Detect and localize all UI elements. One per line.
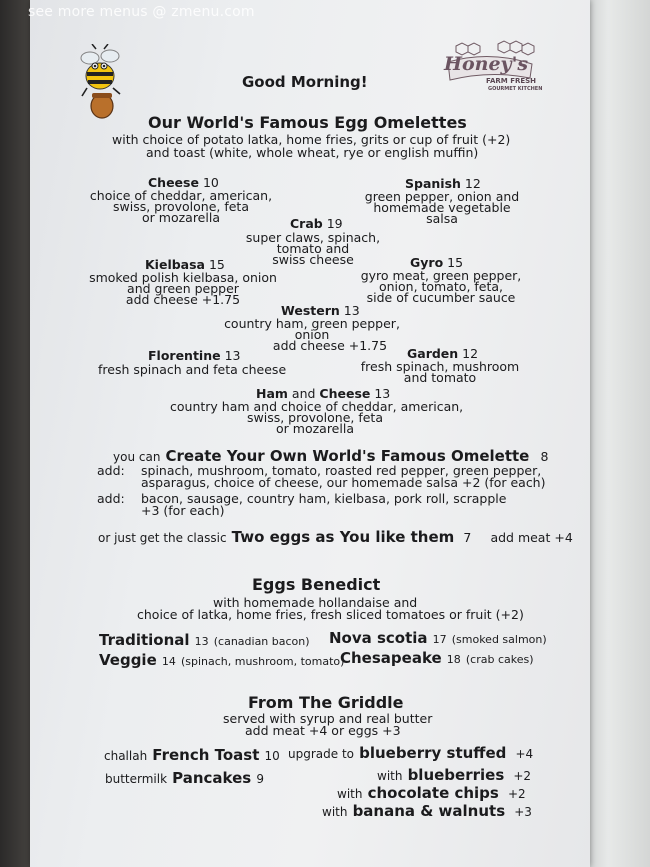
benedict-item-desc: (spinach, mushroom, tomato) xyxy=(180,655,345,668)
garden-name: Garden xyxy=(407,346,459,361)
upgrade-chocolate-chips xyxy=(337,783,526,802)
upgrade-name: chocolate chips xyxy=(367,784,499,802)
crab-desc-line: swiss cheese xyxy=(272,252,354,267)
florentine-name: Florentine xyxy=(148,348,221,363)
upgrade-prefix: upgrade to xyxy=(288,747,354,761)
create-own-title: Create Your Own World's Famous Omelette xyxy=(165,447,530,465)
benedict-item-price: 14 xyxy=(161,655,176,668)
pancakes-item xyxy=(105,768,264,787)
classic-prefix: or just get the classic xyxy=(98,531,227,545)
western-desc xyxy=(224,318,400,351)
benedict-item-name: Nova scotia xyxy=(329,629,428,647)
create-own-price: 8 xyxy=(540,449,549,464)
benedict-item-name: Traditional xyxy=(99,631,190,649)
garden-desc-line: fresh spinach, mushroom xyxy=(360,359,520,374)
spanish-desc-line: homemade vegetable xyxy=(373,200,511,215)
florentine-price: 13 xyxy=(224,348,241,363)
ham-cheese-desc-line: or mozarella xyxy=(276,421,354,436)
add-list-1-line2: asparagus, choice of cheese, our homemade salsa +2 (for each) xyxy=(141,475,546,490)
classic-line xyxy=(98,527,573,546)
benedict-item-price: 13 xyxy=(194,635,209,648)
benedict-item-name: Veggie xyxy=(99,651,157,669)
kielbasa-name: Kielbasa xyxy=(145,257,205,272)
upgrade-price: +2 xyxy=(513,769,532,783)
ham-cheese-and: and xyxy=(291,386,316,401)
spanish-name: Spanish xyxy=(405,176,461,191)
benedict-item-price: 18 xyxy=(446,653,461,666)
kielbasa-desc-line: add cheese +1.75 xyxy=(125,292,241,307)
cheese-desc-line: choice of cheddar, american, xyxy=(89,188,273,203)
benedict-item-price: 17 xyxy=(432,633,447,646)
gyro-price: 15 xyxy=(447,255,464,270)
gyro-desc-line: side of cucumber sauce xyxy=(366,290,516,305)
ham-cheese-desc xyxy=(170,399,464,436)
watermark: see more menus @ zmenu.com xyxy=(28,4,255,20)
kielbasa-price: 15 xyxy=(208,257,225,272)
upgrade-prefix: with xyxy=(337,787,363,801)
pancakes-name: Pancakes xyxy=(172,769,252,787)
kielbasa-desc-line: smoked polish kielbasa, onion xyxy=(89,270,277,285)
pancakes-prefix: buttermilk xyxy=(105,772,168,786)
gyro-name: Gyro xyxy=(410,255,444,270)
ham-cheese-desc-line: country ham and choice of cheddar, american, xyxy=(170,399,464,414)
crab-item xyxy=(290,216,343,231)
crab-desc-line: tomato and xyxy=(276,241,350,256)
add-label-2: add: xyxy=(97,491,125,506)
upgrade-name: banana & walnuts xyxy=(352,802,506,820)
honeys-logo xyxy=(442,40,543,98)
upgrade-name: blueberry stuffed xyxy=(359,744,507,762)
spanish-price: 12 xyxy=(464,176,481,191)
french-toast-name: French Toast xyxy=(152,746,260,764)
cheese-price: 10 xyxy=(202,175,219,190)
western-name: Western xyxy=(281,303,340,318)
logo-line1: FARM FRESH xyxy=(486,77,537,85)
upgrade-price: +3 xyxy=(514,805,532,819)
western-price: 13 xyxy=(343,303,360,318)
benedict-item-desc: (crab cakes) xyxy=(465,653,534,666)
upgrade-blueberry-stuffed xyxy=(288,743,533,762)
crab-desc xyxy=(240,232,386,265)
griddle-title: From The Griddle xyxy=(248,693,404,712)
ham-cheese-name: Ham xyxy=(256,386,288,401)
cheese-name: Cheese xyxy=(148,175,199,190)
upgrade-banana-walnuts xyxy=(322,801,532,820)
classic-price: 7 xyxy=(463,530,472,545)
florentine-item xyxy=(148,348,240,363)
omelettes-sub2: and toast (white, whole wheat, rye or english muffin) xyxy=(146,145,479,160)
benedict-item-desc: (smoked salmon) xyxy=(451,633,547,646)
add-list-2-line2: +3 (for each) xyxy=(141,503,225,518)
classic-extra: add meat +4 xyxy=(490,530,573,545)
french-toast-price: 10 xyxy=(264,749,280,763)
logo-name: Honey's xyxy=(444,53,529,75)
cheese-desc-line: swiss, provolone, feta xyxy=(112,199,249,214)
greeting: Good Morning! xyxy=(242,73,368,91)
garden-desc xyxy=(360,361,520,383)
upgrade-prefix: with xyxy=(377,769,403,783)
classic-title: Two eggs as You like them xyxy=(231,528,455,546)
spanish-desc xyxy=(356,191,528,224)
omelettes-title: Our World's Famous Egg Omelettes xyxy=(148,113,467,132)
upgrade-blueberries xyxy=(377,765,531,784)
crab-price: 19 xyxy=(326,216,343,231)
upgrade-prefix: with xyxy=(322,805,348,819)
omelettes-sub1: with choice of potato latka, home fries, grits or cup of fruit (+2) xyxy=(112,132,511,147)
upgrade-price: +4 xyxy=(515,747,534,761)
create-own-prefix: you can xyxy=(113,450,161,464)
western-desc-line: country ham, green pepper, xyxy=(224,316,400,331)
logo-line2: GOURMET KITCHEN xyxy=(488,86,543,92)
benedict-chesapeake xyxy=(340,648,534,667)
benedict-title: Eggs Benedict xyxy=(252,575,381,594)
ham-cheese-desc-line: swiss, provolone, feta xyxy=(246,410,383,425)
bee-mascot-icon xyxy=(74,44,130,122)
benedict-traditional xyxy=(99,630,310,649)
add-list-1-line1: spinach, mushroom, tomato, roasted red pepper, green pepper, xyxy=(141,463,542,478)
kielbasa-desc-line: and green pepper xyxy=(127,281,239,296)
background-right xyxy=(580,0,650,867)
garden-price: 12 xyxy=(462,346,479,361)
cheese-desc-line: or mozarella xyxy=(142,210,220,225)
griddle-sub2: add meat +4 or eggs +3 xyxy=(245,723,401,738)
western-desc-line: onion xyxy=(294,327,330,342)
benedict-item-desc: (canadian bacon) xyxy=(213,635,310,648)
gyro-desc-line: gyro meat, green pepper, xyxy=(360,268,522,283)
upgrade-price: +2 xyxy=(507,787,526,801)
french-toast-prefix: challah xyxy=(104,749,148,763)
add-label-1: add: xyxy=(97,463,125,478)
pancakes-price: 9 xyxy=(256,772,264,786)
crab-name: Crab xyxy=(290,216,323,231)
spanish-desc-line: green pepper, onion and xyxy=(364,189,520,204)
add-list-2-line1: bacon, sausage, country ham, kielbasa, pork roll, scrapple xyxy=(141,491,507,506)
upgrade-name: blueberries xyxy=(407,766,505,784)
griddle-sub1: served with syrup and real butter xyxy=(223,711,433,726)
ham-cheese-price: 13 xyxy=(374,386,391,401)
gyro-desc xyxy=(355,270,527,303)
ham-cheese-name-cheese: Cheese xyxy=(319,386,371,401)
crab-desc-line: super claws, spinach, xyxy=(245,230,381,245)
benedict-sub1: with homemade hollandaise and xyxy=(213,595,418,610)
florentine-desc: fresh spinach and feta cheese xyxy=(98,362,287,377)
benedict-veggie xyxy=(99,650,344,669)
gyro-desc-line: onion, tomato, feta, xyxy=(378,279,504,294)
french-toast-item xyxy=(104,745,280,764)
western-desc-line: add cheese +1.75 xyxy=(272,338,388,353)
kielbasa-desc xyxy=(88,272,278,305)
garden-desc-line: and tomato xyxy=(403,370,477,385)
cheese-desc xyxy=(86,190,276,223)
benedict-nova-scotia xyxy=(329,628,547,647)
spanish-desc-line: salsa xyxy=(426,211,458,226)
benedict-item-name: Chesapeake xyxy=(340,649,442,667)
benedict-sub2: choice of latka, home fries, fresh sliced tomatoes or fruit (+2) xyxy=(137,607,524,622)
